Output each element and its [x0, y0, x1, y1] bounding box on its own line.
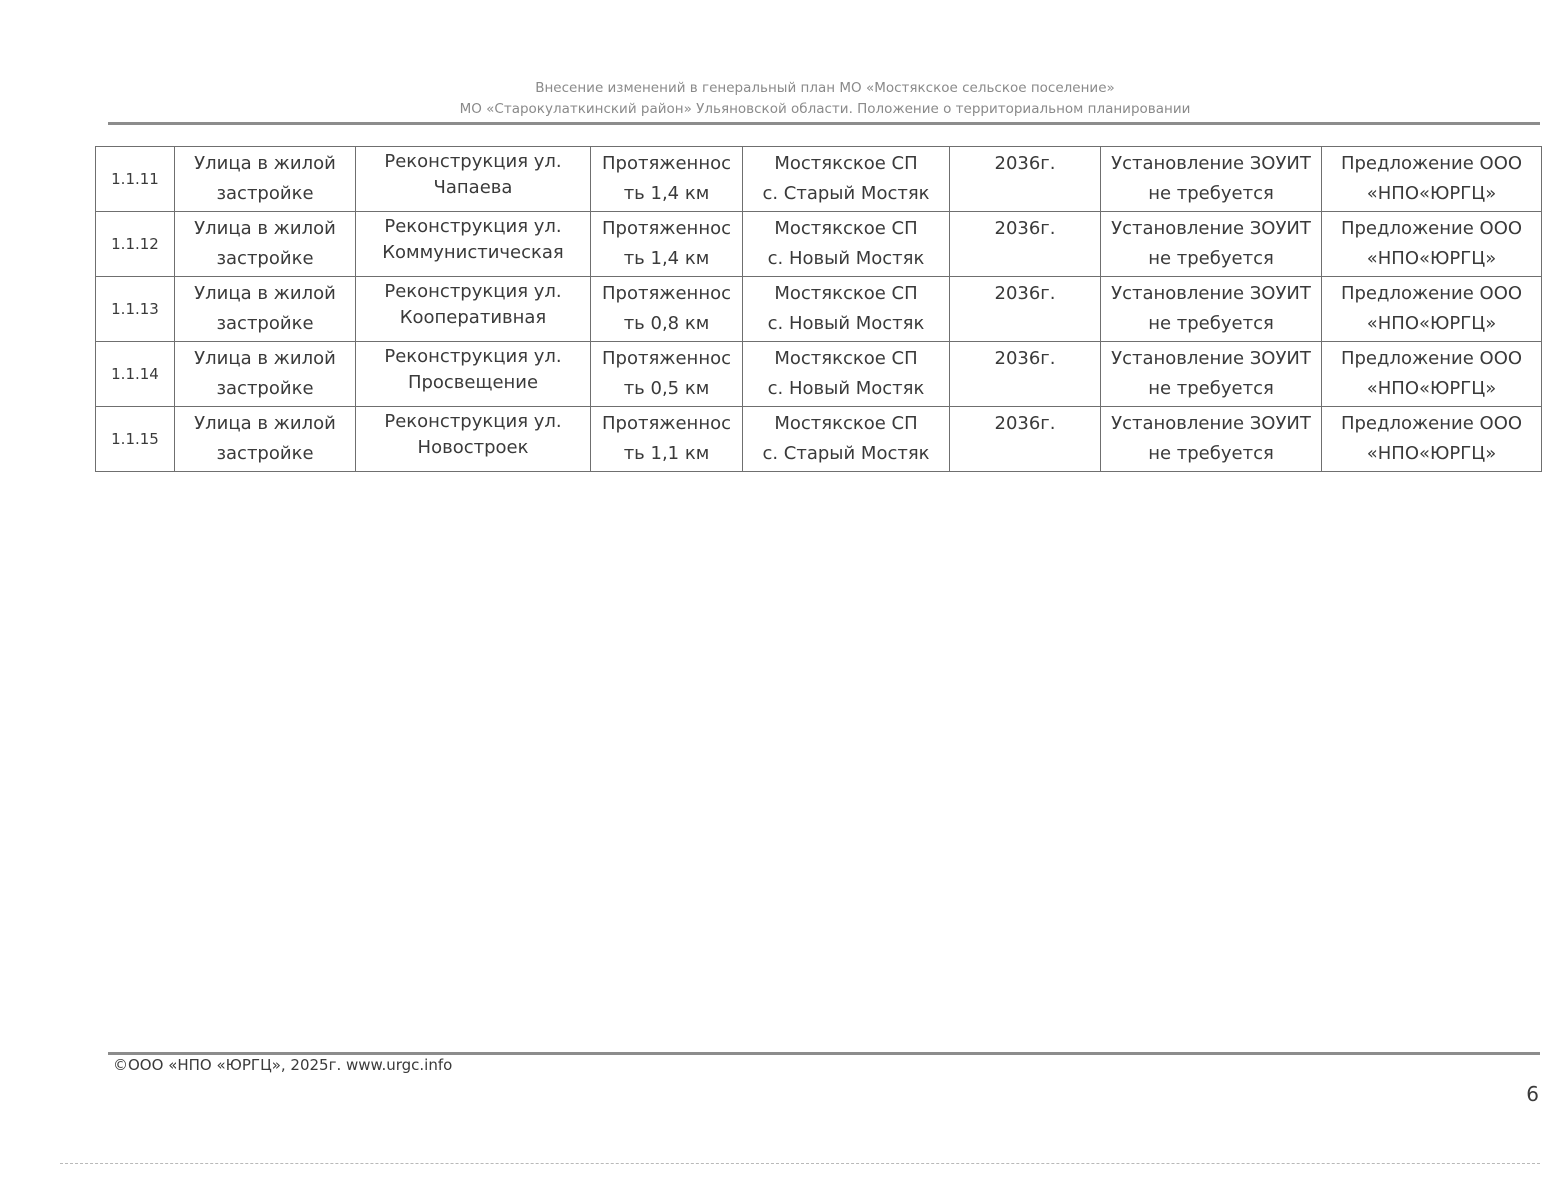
length-line-2: ть 1,1 км [623, 443, 710, 464]
object-type-cell [175, 407, 356, 472]
header-divider [108, 122, 1540, 125]
length-cell [591, 277, 743, 342]
object-type-line-1: Улица в жилой [194, 283, 336, 304]
source-line-2: «НПО«ЮРГЦ» [1366, 183, 1497, 204]
zone-cell [1101, 407, 1322, 472]
location-line-2: с. Новый Мостяк [767, 248, 925, 269]
action-line-1: Реконструкция ул. [384, 281, 562, 302]
source-line-1: Предложение ООО [1340, 218, 1523, 239]
object-type-cell [175, 147, 356, 212]
row-number: 1.1.15 [96, 407, 175, 472]
planning-table [95, 146, 1542, 472]
object-type-cell [175, 212, 356, 277]
zone-line-2: не требуется [1148, 313, 1274, 334]
row-number: 1.1.11 [96, 147, 175, 212]
location-cell [743, 342, 950, 407]
location-line-1: Мостякское СП [774, 218, 918, 239]
year-cell: 2036г. [950, 212, 1101, 277]
action-line-1: Реконструкция ул. [384, 346, 562, 367]
length-cell [591, 342, 743, 407]
zone-line-2: не требуется [1148, 183, 1274, 204]
length-line-2: ть 0,8 км [623, 313, 710, 334]
table-row [96, 342, 1542, 407]
source-cell [1322, 147, 1542, 212]
location-line-1: Мостякское СП [774, 283, 918, 304]
length-line-1: Протяженнос [601, 413, 732, 434]
year-cell: 2036г. [950, 342, 1101, 407]
year-cell: 2036г. [950, 147, 1101, 212]
zone-cell [1101, 277, 1322, 342]
header-line-2: МО «Старокулаткинский район» Ульяновской области. Положение о территориальном планировании [459, 101, 1191, 117]
zone-line-1: Установление ЗОУИТ [1111, 283, 1311, 304]
scan-artifact-line [60, 1163, 1540, 1164]
zone-cell [1101, 147, 1322, 212]
year-cell: 2036г. [950, 277, 1101, 342]
length-line-1: Протяженнос [601, 348, 732, 369]
source-cell [1322, 212, 1542, 277]
action-line-1: Реконструкция ул. [384, 216, 562, 237]
footer-divider [108, 1052, 1540, 1055]
object-type-line-1: Улица в жилой [194, 413, 336, 434]
length-cell [591, 407, 743, 472]
object-type-cell [175, 277, 356, 342]
source-cell [1322, 407, 1542, 472]
zone-line-2: не требуется [1148, 443, 1274, 464]
object-type-line-2: застройке [216, 313, 314, 334]
action-cell [356, 277, 591, 342]
length-cell [591, 147, 743, 212]
zone-line-1: Установление ЗОУИТ [1111, 153, 1311, 174]
table-row [96, 212, 1542, 277]
action-line-2: Кооперативная [399, 307, 547, 328]
location-cell [743, 277, 950, 342]
source-line-2: «НПО«ЮРГЦ» [1366, 443, 1497, 464]
zone-line-2: не требуется [1148, 378, 1274, 399]
action-line-2: Коммунистическая [382, 242, 564, 263]
source-line-1: Предложение ООО [1340, 283, 1523, 304]
location-line-2: с. Старый Мостяк [762, 183, 930, 204]
table-row [96, 147, 1542, 212]
action-line-1: Реконструкция ул. [384, 151, 562, 172]
zone-cell [1101, 212, 1322, 277]
page-header [110, 78, 1540, 120]
object-type-line-2: застройке [216, 183, 314, 204]
zone-line-1: Установление ЗОУИТ [1111, 218, 1311, 239]
zone-line-1: Установление ЗОУИТ [1111, 348, 1311, 369]
location-line-2: с. Новый Мостяк [767, 378, 925, 399]
object-type-line-1: Улица в жилой [194, 218, 336, 239]
length-line-1: Протяженнос [601, 218, 732, 239]
header-line-1: Внесение изменений в генеральный план МО «Мостякское сельское поселение» [535, 80, 1115, 96]
year-cell: 2036г. [950, 407, 1101, 472]
source-line-1: Предложение ООО [1340, 348, 1523, 369]
row-number: 1.1.14 [96, 342, 175, 407]
length-line-2: ть 0,5 км [623, 378, 710, 399]
object-type-line-2: застройке [216, 443, 314, 464]
source-cell [1322, 342, 1542, 407]
length-line-1: Протяженнос [601, 153, 732, 174]
object-type-line-1: Улица в жилой [194, 153, 336, 174]
zone-line-1: Установление ЗОУИТ [1111, 413, 1311, 434]
row-number: 1.1.13 [96, 277, 175, 342]
location-cell [743, 212, 950, 277]
action-line-1: Реконструкция ул. [384, 411, 562, 432]
source-line-2: «НПО«ЮРГЦ» [1366, 378, 1497, 399]
footer-copyright: ©ООО «НПО «ЮРГЦ», 2025г. www.urgc.info [113, 1056, 453, 1074]
object-type-line-2: застройке [216, 378, 314, 399]
location-line-2: с. Старый Мостяк [762, 443, 930, 464]
action-cell [356, 147, 591, 212]
action-cell [356, 342, 591, 407]
location-cell [743, 407, 950, 472]
table-row [96, 277, 1542, 342]
action-cell [356, 407, 591, 472]
action-cell [356, 212, 591, 277]
location-cell [743, 147, 950, 212]
location-line-1: Мостякское СП [774, 348, 918, 369]
length-line-2: ть 1,4 км [623, 248, 710, 269]
source-cell [1322, 277, 1542, 342]
location-line-1: Мостякское СП [774, 413, 918, 434]
source-line-1: Предложение ООО [1340, 153, 1523, 174]
zone-line-2: не требуется [1148, 248, 1274, 269]
source-line-2: «НПО«ЮРГЦ» [1366, 313, 1497, 334]
object-type-line-2: застройке [216, 248, 314, 269]
action-line-2: Просвещение [407, 372, 539, 393]
page-number: 6 [1526, 1082, 1539, 1106]
location-line-2: с. Новый Мостяк [767, 313, 925, 334]
object-type-cell [175, 342, 356, 407]
action-line-2: Новостроек [417, 437, 529, 458]
source-line-2: «НПО«ЮРГЦ» [1366, 248, 1497, 269]
length-line-2: ть 1,4 км [623, 183, 710, 204]
table-row [96, 407, 1542, 472]
zone-cell [1101, 342, 1322, 407]
row-number: 1.1.12 [96, 212, 175, 277]
location-line-1: Мостякское СП [774, 153, 918, 174]
action-line-2: Чапаева [433, 177, 513, 198]
source-line-1: Предложение ООО [1340, 413, 1523, 434]
object-type-line-1: Улица в жилой [194, 348, 336, 369]
length-cell [591, 212, 743, 277]
length-line-1: Протяженнос [601, 283, 732, 304]
